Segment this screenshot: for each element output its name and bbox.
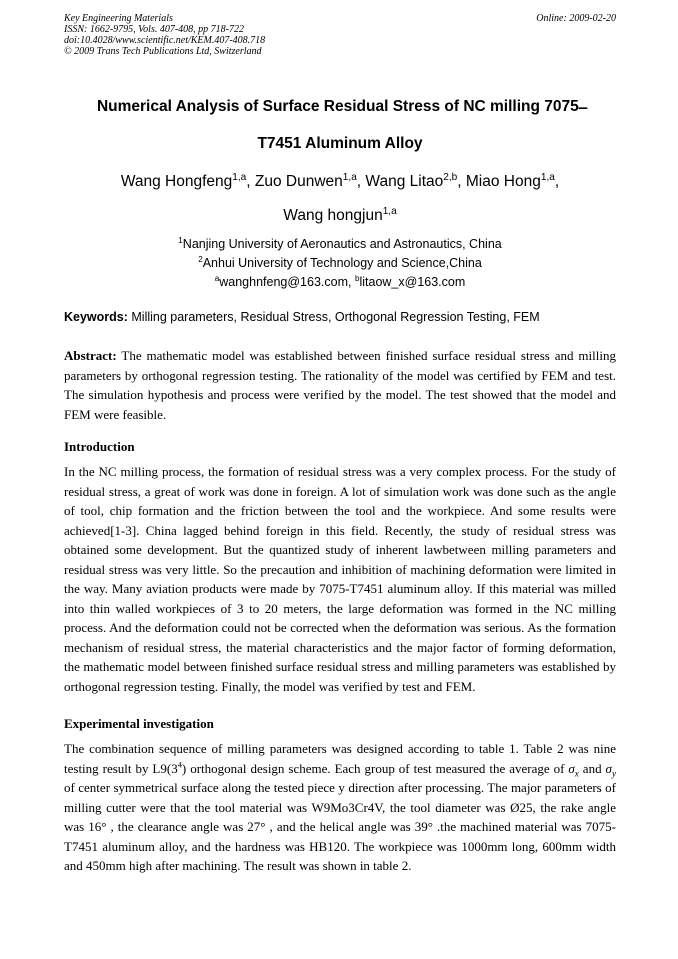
title-line-1: Numerical Analysis of Surface Residual Stress of NC milling 7075 ̶ xyxy=(96,98,584,115)
author-affil-sup: 1,a xyxy=(232,171,247,183)
sigma-y-subscript: y xyxy=(611,768,616,779)
sigma-y-sub xyxy=(612,768,616,778)
experimental-heading: Experimental investigation xyxy=(64,716,214,731)
keywords xyxy=(64,308,616,327)
author-affil-sup: 2,b xyxy=(443,171,458,183)
journal-name: Key Engineering Materials xyxy=(64,13,173,24)
email-sup: a xyxy=(214,273,220,283)
abstract xyxy=(64,346,616,424)
keywords-text: Milling parameters, Residual Stress, Orthogonal Regression Testing, FEM xyxy=(127,310,540,324)
author-name: Zuo Dunwen xyxy=(254,173,343,190)
sigma-x-subscript: x xyxy=(574,768,579,779)
abstract-label: Abstract: xyxy=(64,348,117,363)
exp-text-3: and xyxy=(578,760,606,776)
abstract-text: The mathematic model was established between finished surface residual stress and milling parameters by orthogonal regression testing. The rationality of the model was certified by FEM and test. The simulation hypothesis and process were verified by the model. The test showed that the model and FEM were feasible. xyxy=(64,348,616,422)
author-separator: , xyxy=(457,173,466,190)
exp-text-1: The combination sequence of milling parameters was designed according to table 1. Table 2 was nine testing result by L9(3 xyxy=(64,741,616,776)
copyright-line: © 2009 Trans Tech Publications Ltd, Switzerland xyxy=(64,46,262,57)
affil-text: Anhui University of Technology and Science,China xyxy=(202,256,482,270)
author-line-1 xyxy=(64,165,616,199)
keywords-label: Keywords: xyxy=(64,310,128,324)
author-affil-sup: 1,a xyxy=(342,171,357,183)
paper-title xyxy=(64,88,616,162)
sigma-y-symbol: σ xyxy=(605,760,612,776)
affil-sup: 2 xyxy=(198,254,203,264)
email-link: litaow_x@163.com xyxy=(359,275,466,289)
author-separator: , xyxy=(356,173,366,190)
email-line xyxy=(64,273,616,292)
author-name: Wang hongjun xyxy=(283,207,383,224)
author-affil-sup: 1,a xyxy=(540,171,555,183)
exp-sup: 4 xyxy=(177,759,182,770)
affil-sup: 1 xyxy=(178,235,183,245)
affiliation-1 xyxy=(64,235,616,254)
sigma-x-symbol: σ xyxy=(568,760,575,776)
author-name: Wang Hongfeng xyxy=(120,173,233,190)
affiliation-2 xyxy=(64,254,616,273)
affil-text: Nanjing University of Aeronautics and Astronautics, China xyxy=(182,237,502,251)
journal-header xyxy=(64,13,616,57)
issn-line: ISSN: 1662-9795, Vols. 407-408, pp 718-722 xyxy=(64,24,244,35)
title-line-2: T7451 Aluminum Alloy xyxy=(257,135,423,152)
author-line-2 xyxy=(64,199,616,233)
introduction-paragraph: In the NC milling process, the formation of residual stress was a very complex process. For the study of residual stress, a great of work was done in foreign. A lot of simulation work was done such as the angle of tool, chip formation and the friction between the tool and the workpiece. And some results were achieved[1-3]. China lagged behind foreign in this field. Recently, the study of residual stress was obtained some development. But the quantized study of inherent lawbetween milling parameters and residual stress was very little. So the precaution and inhibition of machining deformation were limited in the way. Many aviation products were made by 7075-T7451 aluminum alloy. If this material was milled into thin walled workpieces of 3 to 20 meters, the large deformation was formed in the NC milling process. And the deformation could not be corrected when the deformation was serious. As the formation mechanism of residual stress, the material characteristics and the major factor of forming deformation, the mathematic model between finished surface residual stress and milling parameters was established by orthogonal regression testing. Finally, the model was verified by test and FEM. xyxy=(64,464,616,694)
affiliations xyxy=(64,235,616,292)
doi-line: doi:10.4028/www.scientific.net/KEM.407-408.718 xyxy=(64,35,266,46)
exp-text-4: of center symmetrical surface along the tested piece y direction after processing. The major parameters of milling cutter were that the tool material was W9Mo3Cr4V, the tool diameter was Ø25, the rake angle was 16° , the clearance angle was 27° , and the helical angle was 39° .the machined material was 7075-T7451 aluminum alloy, and the hardness was HB120. The workpiece was 1000mm long, 600mm width and 450mm high after machining. The result was shown in table 2. xyxy=(64,780,616,873)
journal-info xyxy=(64,13,616,57)
introduction-heading: Introduction xyxy=(64,439,135,454)
author-list xyxy=(64,165,616,233)
email-sup: b xyxy=(354,273,360,283)
author-separator: , xyxy=(246,173,255,190)
author-affil-sup: 1,a xyxy=(382,205,397,217)
email-link: wanghnfeng@163.com, xyxy=(219,275,355,289)
online-date: Online: 2009-02-20 xyxy=(536,13,616,24)
author-separator: , xyxy=(554,173,560,190)
experimental-paragraph xyxy=(64,739,616,876)
exp-text-2: ) orthogonal design scheme. Each group of test measured the average of xyxy=(181,760,569,776)
author-name: Wang Litao xyxy=(365,173,444,190)
author-name: Miao Hong xyxy=(465,173,541,190)
